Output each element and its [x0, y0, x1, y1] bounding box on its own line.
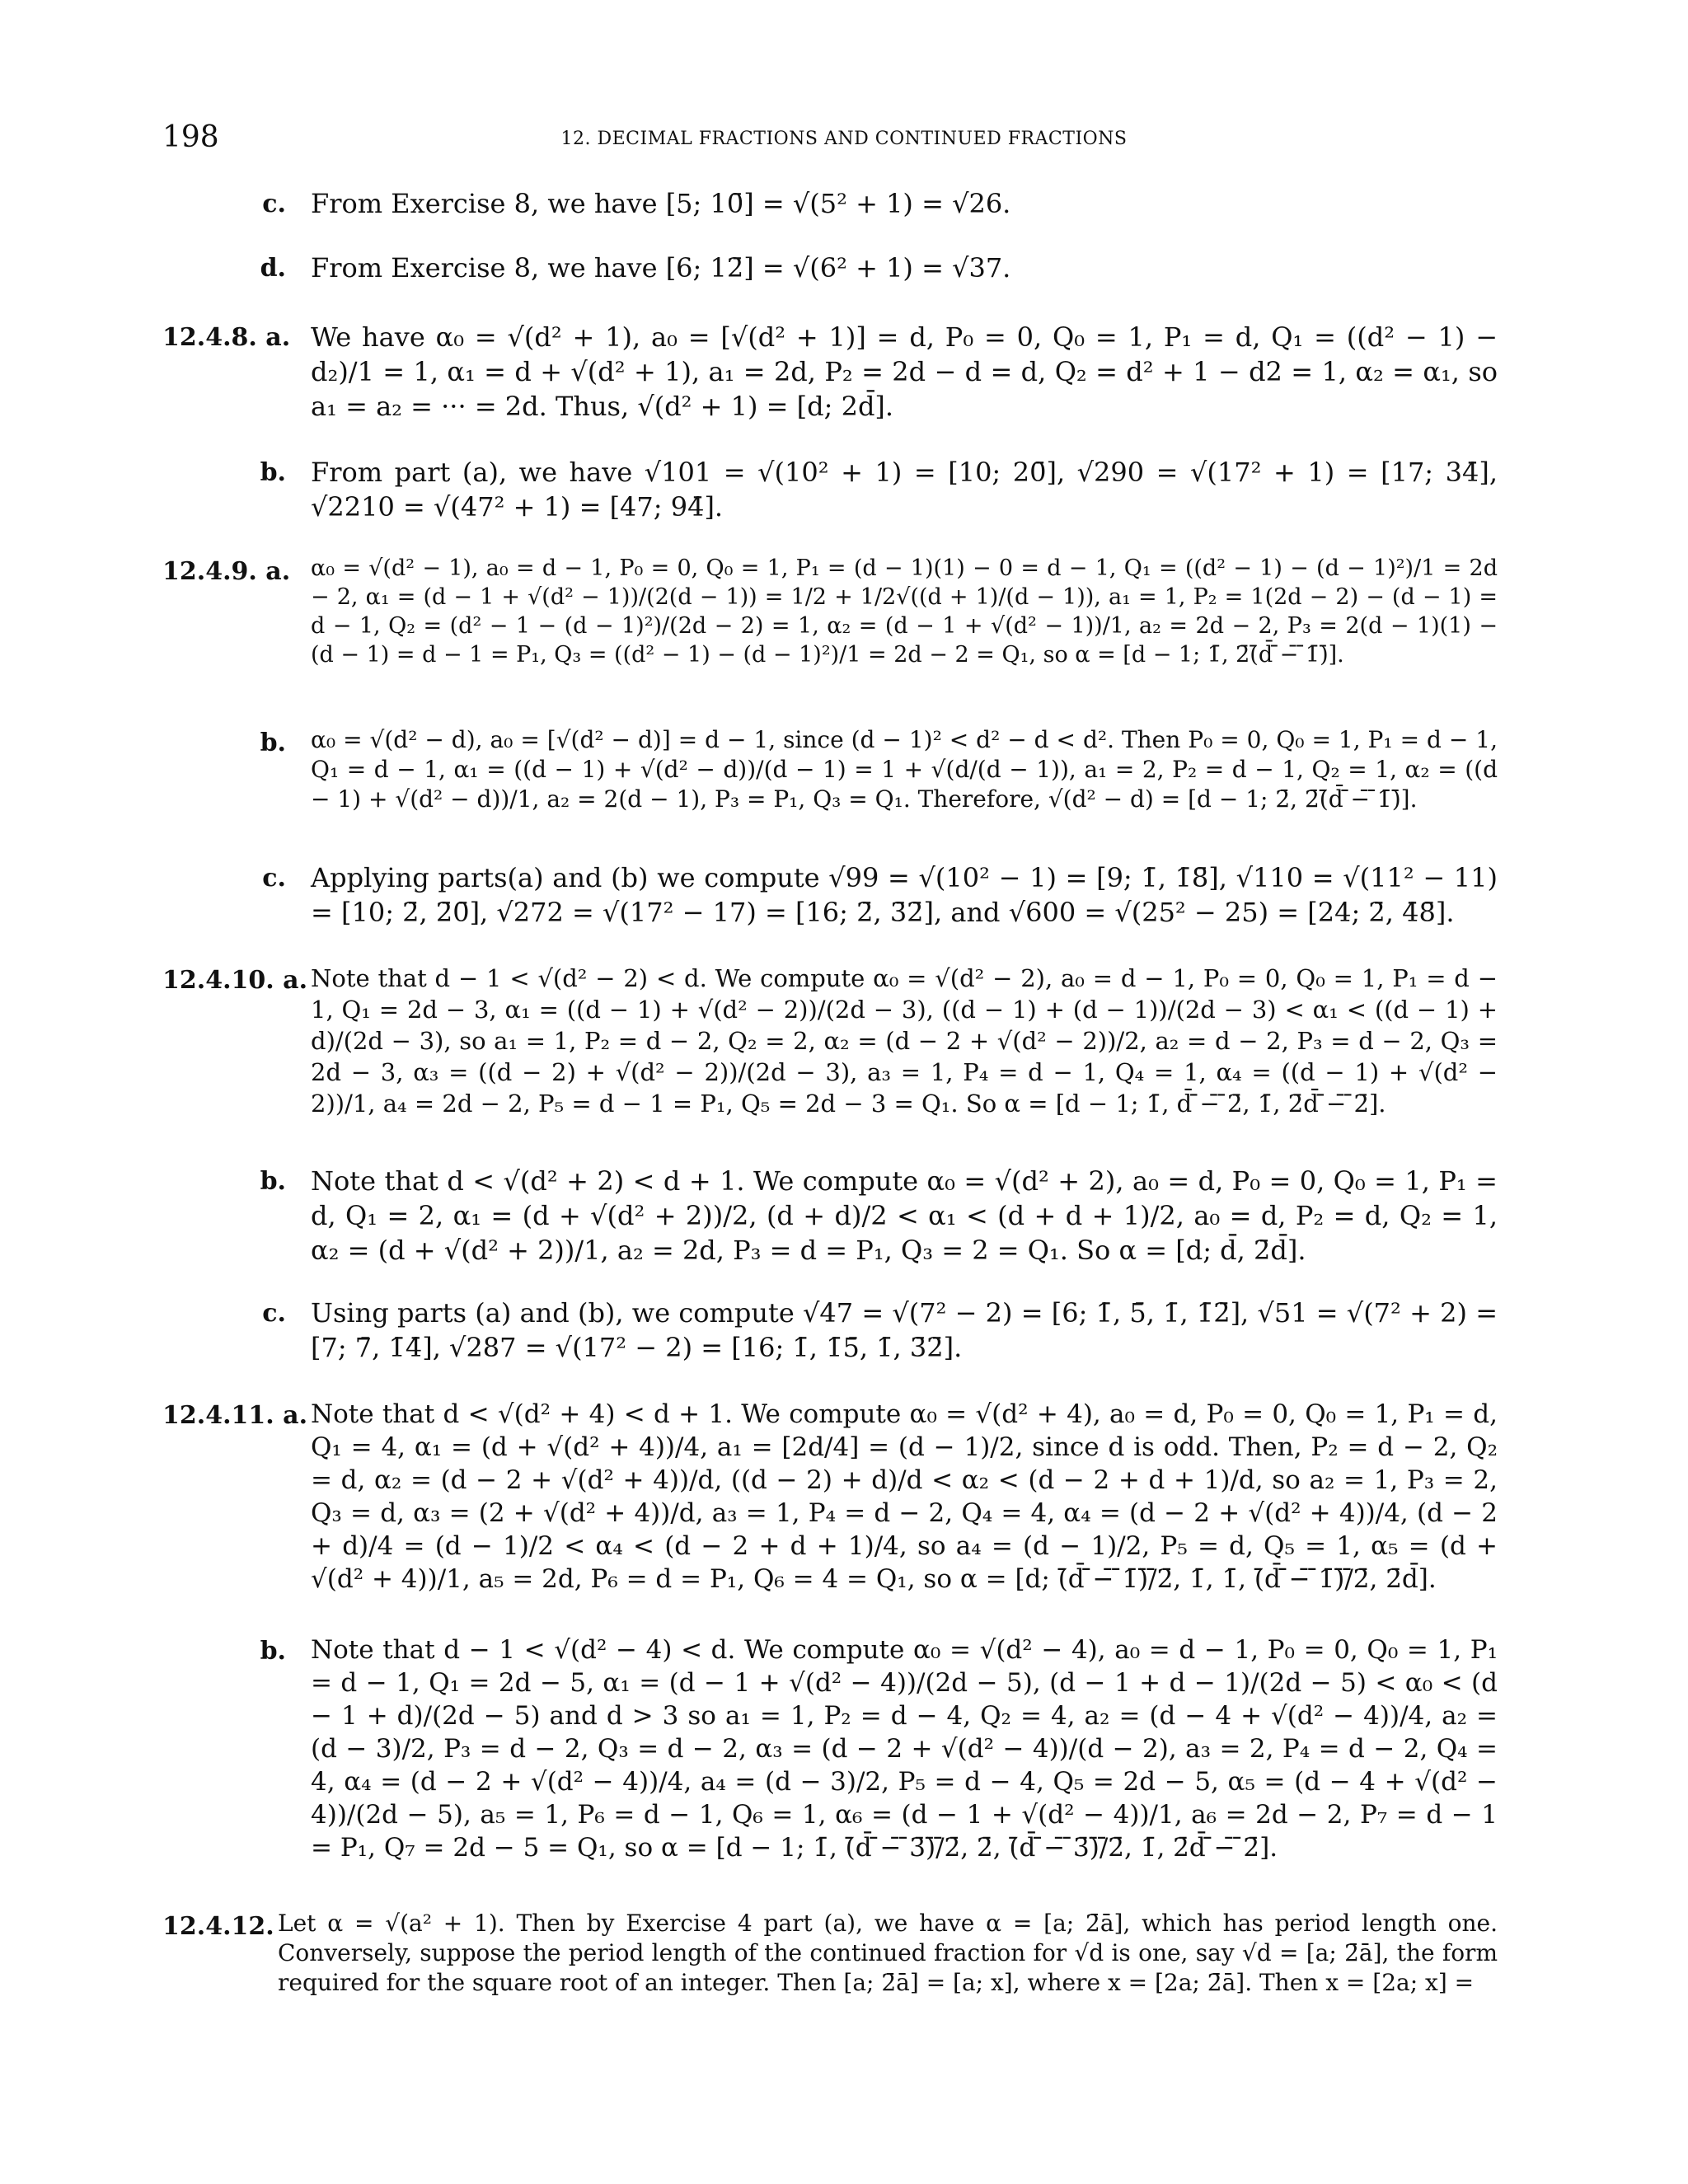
entry-body	[311, 963, 1498, 1119]
page-number: 198	[162, 120, 219, 154]
entry-body	[311, 725, 1498, 814]
exercise-12-4-10-a	[162, 963, 1498, 1139]
entry-label: 12.4.12.	[162, 1912, 274, 1941]
entry-label: c.	[262, 864, 286, 893]
entry-label: b.	[260, 458, 286, 487]
running-head: 12. DECIMAL FRACTIONS AND CONTINUED FRACTIONS	[560, 129, 1128, 149]
entry-text: Note that d < √(d² + 2) < d + 1. We compute α₀ = √(d² + 2), a₀ = d, P₀ = 0, Q₀ = 1, P₁ = d, Q₁ = 2, α₁ = (d + √(d² + 2))/2, (d + d)/2 < α₁ < (d + d + 1)/2, a₀ = d, P₂ = d, Q₂ = 1, α₂ = (d + √(d² + 2))/1, a₂ = 2d, P₃ = d = P₁, Q₃ = 2 = Q₁. So α = [d; d̄, 2̄d̄].	[311, 1165, 1498, 1266]
entry-text: Let α = √(a² + 1). Then by Exercise 4 part (a), we have α = [a; 2̄ā], which has period length one. Conversely, suppose the period length of the continued fraction for √d is one, say √d = [a; 2̄ā], the form required for the square root of an integer. Then [a; 2̄ā] = [a; x], where x = [2a; 2̄ā]. Then x = [2a; x] =	[278, 1910, 1498, 1996]
entry-text: From Exercise 8, we have [5; 10̄] = √(5² + 1) = √26.	[311, 188, 1011, 219]
entry-text: From Exercise 8, we have [6; 12̄] = √(6² + 1) = √37.	[311, 252, 1011, 284]
entry-label: b.	[260, 1167, 286, 1196]
entry-body	[311, 1164, 1498, 1268]
part-d-exercise-8	[162, 251, 1498, 287]
entry-body	[311, 186, 1498, 221]
part-c-exercise-8	[162, 186, 1498, 223]
entry-text: Note that d − 1 < √(d² − 2) < d. We compute α₀ = √(d² − 2), a₀ = d − 1, P₀ = 0, Q₀ = 1, P₁ = d − 1, Q₁ = 2d − 3, α₁ = ((d − 1) + √(d² − 2))/(2d − 3), ((d − 1) + (d − 1))/(2d − 3) < α₁ < ((d − 1) + d)/(2d − 3), so a₁ = 1, P₂ = d − 2, Q₂ = 2, α₂ = (d − 2 + √(d² − 2))/2, a₂ = d − 2, P₃ = d − 2, Q₃ = 2d − 3, α₃ = ((d − 2) + √(d² − 2))/(2d − 3), a₃ = 1, P₄ = d − 1, Q₄ = 1, α₄ = ((d − 1) + √(d² − 2))/1, a₄ = 2d − 2, P₅ = d − 1 = P₁, Q₅ = 2d − 3 = Q₁. So α = [d − 1; 1̄, d̄ ̄−̄ ̄2̄, 1̄, 2̄d̄ ̄−̄ ̄2̄].	[311, 964, 1498, 1118]
entry-text: α₀ = √(d² − d), a₀ = [√(d² − d)] = d − 1, since (d − 1)² < d² − d < d². Then P₀ = 0, Q₀ = 1, P₁ = d − 1, Q₁ = d − 1, α₁ = ((d − 1) + √(d² − d))/(d − 1) = 1 + √(d/(d − 1)), a₁ = 2, P₂ = d − 1, Q₂ = 1, α₂ = ((d − 1) + √(d² − d))/1, a₂ = 2(d − 1), P₃ = P₁, Q₃ = Q₁. Therefore, √(d² − d) = [d − 1; 2̄, 2̄(̄d̄ ̄−̄ ̄1̄)̄].	[311, 726, 1498, 813]
entry-body	[311, 1296, 1498, 1365]
exercise-12-4-12	[162, 1909, 1498, 2016]
exercise-12-4-10-b	[162, 1164, 1498, 1271]
exercise-12-4-10-c	[162, 1296, 1498, 1368]
entry-body	[311, 1633, 1498, 1864]
entry-text: We have α₀ = √(d² + 1), a₀ = [√(d² + 1)] = d, P₀ = 0, Q₀ = 1, P₁ = d, Q₁ = ((d² − 1) − d₂)/1 = 1, α₁ = d + √(d² + 1), a₁ = 2d, P₂ = 2d − d = d, Q₂ = d² + 1 − d2 = 1, α₂ = α₁, so a₁ = a₂ = ··· = 2d. Thus, √(d² + 1) = [d; 2d̄].	[311, 321, 1498, 422]
entry-label: c.	[262, 1299, 286, 1328]
entry-label: 12.4.8. a.	[162, 323, 291, 352]
entry-label: b.	[260, 1637, 286, 1666]
entry-text: Using parts (a) and (b), we compute √47 = √(7² − 2) = [6; 1̄, 5̄, 1̄, 1̄2̄], √51 = √(7² + 2) = [7; 7̄, 1̄4̄], √287 = √(17² − 2) = [16; 1̄, 1̄5̄, 1̄, 3̄2̄].	[311, 1297, 1498, 1363]
entry-label: d.	[260, 254, 286, 283]
entry-body	[311, 251, 1498, 285]
entry-body	[311, 455, 1498, 524]
exercise-12-4-9-a	[162, 554, 1498, 696]
entry-body	[311, 554, 1498, 669]
entry-label: 12.4.11. a.	[162, 1401, 308, 1430]
entry-body	[311, 860, 1498, 930]
exercise-12-4-9-b	[162, 725, 1498, 832]
entry-body	[311, 1398, 1498, 1596]
entry-label: b.	[260, 729, 286, 757]
entry-text: From part (a), we have √101 = √(10² + 1) = [10; 20̄], √290 = √(17² + 1) = [17; 34̄], √2210 = √(47² + 1) = [47; 94̄].	[311, 457, 1498, 523]
entry-body	[311, 320, 1498, 424]
exercise-12-4-9-c	[162, 860, 1498, 933]
exercise-12-4-11-a	[162, 1398, 1498, 1609]
entry-text: α₀ = √(d² − 1), a₀ = d − 1, P₀ = 0, Q₀ = 1, P₁ = (d − 1)(1) − 0 = d − 1, Q₁ = ((d² − 1) − (d − 1)²)/1 = 2d − 2, α₁ = (d − 1 + √(d² − 1))/(2(d − 1)) = 1/2 + 1/2√((d + 1)/(d − 1)), a₁ = 1, P₂ = 1(2d − 2) − (d − 1) = d − 1, Q₂ = (d² − 1 − (d − 1)²)/(2d − 2) = 1, α₂ = (d − 1 + √(d² − 1))/1, a₂ = 2d − 2, P₃ = 2(d − 1)(1) − (d − 1) = d − 1 = P₁, Q₃ = ((d² − 1) − (d − 1)²)/1 = 2d − 2 = Q₁, so α = [d − 1; 1̄, 2̄(̄d̄ ̄−̄ ̄1̄)̄].	[311, 555, 1498, 668]
entry-label: 12.4.10. a.	[162, 966, 308, 995]
exercise-12-4-11-b	[162, 1633, 1498, 1879]
entry-body	[278, 1909, 1498, 1998]
entry-label: c.	[262, 190, 286, 218]
exercise-12-4-8-a	[162, 320, 1498, 427]
entry-text: Applying parts(a) and (b) we compute √99 = √(10² − 1) = [9; 1̄, 1̄8̄], √110 = √(11² − 11) = [10; 2̄, 2̄0̄], √272 = √(17² − 17) = [16; 2̄, 3̄2̄], and √600 = √(25² − 25) = [24; 2̄, 4̄8̄].	[311, 862, 1498, 928]
entry-text: Note that d < √(d² + 4) < d + 1. We compute α₀ = √(d² + 4), a₀ = d, P₀ = 0, Q₀ = 1, P₁ = d, Q₁ = 4, α₁ = (d + √(d² + 4))/4, a₁ = [2d/4] = (d − 1)/2, since d is odd. Then, P₂ = d − 2, Q₂ = d, α₂ = (d − 2 + √(d² + 4))/d, ((d − 2) + d)/d < α₂ < (d − 2 + d + 1)/d, so a₂ = 1, P₃ = 2, Q₃ = d, α₃ = (2 + √(d² + 4))/d, a₃ = 1, P₄ = d − 2, Q₄ = 4, α₄ = (d − 2 + √(d² + 4))/4, (d − 2 + d)/4 = (d − 1)/2 < α₄ < (d − 2 + d + 1)/4, so a₄ = (d − 1)/2, P₅ = d, Q₅ = 1, α₅ = (d + √(d² + 4))/1, a₅ = 2d, P₆ = d = P₁, Q₆ = 4 = Q₁, so α = [d; (̄d̄ ̄−̄ ̄1̄)̄/̄2̄, 1̄, 1̄, (̄d̄ ̄−̄ ̄1̄)̄/̄2̄, 2̄d̄].	[311, 1399, 1498, 1594]
entry-text: Note that d − 1 < √(d² − 4) < d. We compute α₀ = √(d² − 4), a₀ = d − 1, P₀ = 0, Q₀ = 1, P₁ = d − 1, Q₁ = 2d − 5, α₁ = (d − 1 + √(d² − 4))/(2d − 5), (d − 1 + d − 1)/(2d − 5) < α₀ < (d − 1 + d)/(2d − 5) and d > 3 so a₁ = 1, P₂ = d − 4, Q₂ = 4, a₂ = (d − 4 + √(d² − 4))/4, a₂ = (d − 3)/2, P₃ = d − 2, Q₃ = d − 2, α₃ = (d − 2 + √(d² − 4))/(d − 2), a₃ = 2, P₄ = d − 2, Q₄ = 4, α₄ = (d − 2 + √(d² − 4))/4, a₄ = (d − 3)/2, P₅ = d − 4, Q₅ = 2d − 5, α₅ = (d − 4 + √(d² − 4))/(2d − 5), a₅ = 1, P₆ = d − 1, Q₆ = 1, α₆ = (d − 1 + √(d² − 4))/1, a₆ = 2d − 2, P₇ = d − 1 = P₁, Q₇ = 2d − 5 = Q₁, so α = [d − 1; 1̄, (̄d̄ ̄−̄ ̄3̄)̄/̄2̄, 2̄, (̄d̄ ̄−̄ ̄3̄)̄/̄2̄, 1̄, 2̄d̄ ̄−̄ ̄2̄].	[311, 1635, 1498, 1863]
exercise-12-4-8-b	[162, 455, 1498, 527]
entry-label: 12.4.9. a.	[162, 557, 291, 586]
